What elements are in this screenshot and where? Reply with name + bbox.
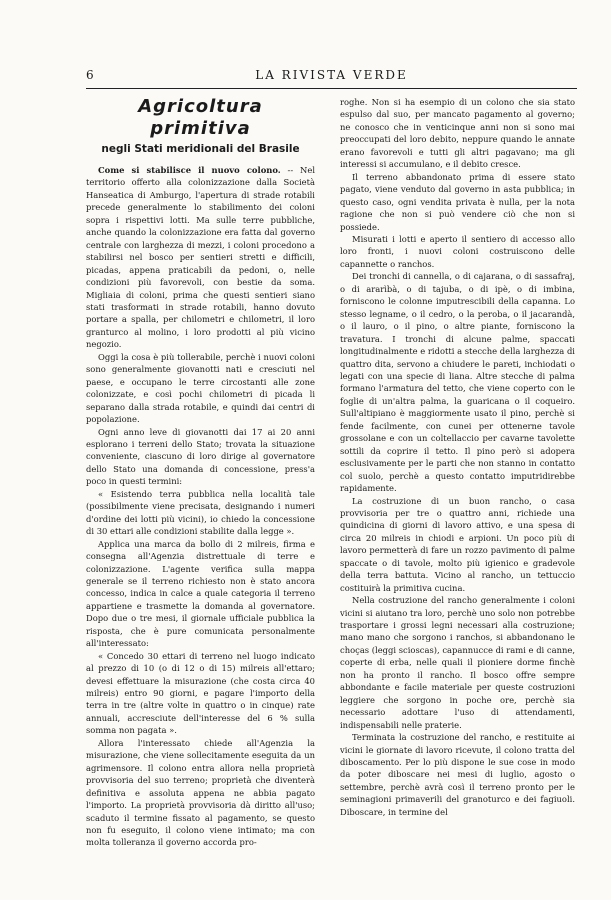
paragraph-text: Misurati i lotti e aperto il sentiero di accesso allo loro fronti, i nuovi coloni costruiscono delle capannette o ranchos. — [340, 233, 575, 269]
paragraph-text: Ogni anno leve di giovanotti dai 17 ai 20 anni esplorano i terreni dello Stato; trovata la situazione conveniente, ciascuno di loro dirige al governatore dello Stato una domanda di concessione, press'a poco in questi termini: — [86, 426, 315, 487]
left-column-body — [86, 164, 315, 849]
article-subtitle: negli Stati meridionali del Brasile — [101, 143, 300, 155]
paragraph — [86, 650, 315, 737]
paragraph-text: Nella costruzione del rancho generalmente i coloni vicini si aiutano tra loro, perchè uno solo non potrebbe trasportare i grossi legni necessari alla costruzione; mano mano che sorgono i ranchos, si abbandonano le choças (leggi scioscas), capannucce di rami e di canne, coperte di erba, nelle quali il pioniere dorme finchè non ha pronto il rancho. Il bosco offre sempre abbondante e facile materiale per queste costruzioni leggiere che sorgono in poche ore, perchè sia necessario adottare l'uso di attendamenti, indispensabili nelle praterie. — [340, 595, 575, 730]
page-number: 6 — [86, 68, 94, 82]
left-column — [86, 96, 315, 848]
running-title: LA RIVISTA VERDE — [255, 68, 408, 82]
paragraph-text: Applica una marca da bollo di 2 milreis, firma e consegna all'Agenzia distrettuale di terre e colonizzazione. L'agente verifica sulla mappa generale se il terreno richiesto non è stato ancora concesso, indica in calce a quale categoria il terreno appartiene e trasmette la domanda al governatore. Dopo due o tre mesi, il giornale ufficiale pubblica la risposta, che è pure comunicata personalmente all'interessato: — [86, 538, 315, 649]
right-column — [340, 96, 575, 878]
header-rule — [86, 88, 577, 89]
paragraph — [340, 233, 575, 270]
paragraph — [340, 171, 575, 233]
paragraph — [340, 594, 575, 731]
paragraph — [340, 731, 575, 818]
paragraph — [340, 495, 575, 595]
paragraph — [86, 538, 315, 650]
paragraph — [340, 270, 575, 494]
paragraph — [86, 488, 315, 538]
paragraph-text: Terminata la costruzione del rancho, e restituite ai vicini le giornate di lavoro ricevute, il colono tratta del diboscamento. Per lo più dispone le sue cose in modo da poter diboscare nei mesi di luglio, agosto o settembre, perchè avrà così il terreno pronto per le seminagioni primaverili del granoturco e dei fagiuoli. Diboscare, in termine del — [340, 732, 575, 817]
paragraph — [86, 164, 315, 351]
page-header — [86, 68, 577, 84]
paragraph-lead: Come si stabilisce il nuovo colono. — [98, 165, 281, 175]
paragraph-text: La costruzione di un buon rancho, o casa provvisoria per tre o quattro anni, richiede una quindicina di giorni di lavoro attivo, e una spesa di circa 20 milreis in chiodi e arpioni. Un poco più di lavoro permetterà di fare un rozzo pavimento di palme spaccate o di tavole, molto più igienico e gradevole della terra battuta. Vicino al rancho, un tettuccio costituirà la primitiva cucina. — [340, 495, 575, 593]
paragraph-text: « Esistendo terra pubblica nella località tale (possibilmente viene precisata, designando i numeri d'ordine dei lotti più vicini), io chiedo la concessione di 30 ettari alle condizioni stabilite dalla legge ». — [86, 488, 315, 537]
paragraph-text: Allora l'interessato chiede all'Agenzia la misurazione, che viene sollecitamente eseguita da un agrimensore. Il colono entra allora nella proprietà provvisoria del suo terreno; proprietà che diventerà definitiva e assoluta appena ne abbia pagato l'importo. La proprietà provvisoria dà diritto all'uso; scaduto il termine fissato al pagamento, se questo non fu eseguito, il colono viene intimato; ma con molta tolleranza il governo accorda pro- — [86, 737, 315, 848]
paragraph-text: Oggi la cosa è più tollerabile, perchè i nuovi coloni sono generalmente giovanotti nati e cresciuti nel paese, e occupano le terre circostanti alle zone colonizzate, e così pochi chilometri di picada li separano dalla strada rotabile, e quindi dai centri di popolazione. — [86, 351, 315, 425]
paragraph — [86, 351, 315, 426]
article-title: Agricoltura primitiva — [138, 96, 263, 139]
paragraph-text: -- Nel territorio offerto alla colonizzazione dalla Società Hanseatica di Amburgo, l'apertura di strade rotabili precede generalmente lo stabilimento dei coloni sopra i rispettivi lotti. Ma sulle terre pubbliche, anche quando la colonizzazione era fatta dal governo centrale con larghezza di mezzi, i coloni procedono a stabilirsi nel bosco per sentieri stretti e difficili, picadas, appena praticabili da pedoni, o, nelle condizioni più favorevoli, con bestie da soma. Migliaia di coloni, prima che questi sentieri siano stati trasformati in strade rotabili, hanno dovuto portare a spalla, per chilometri e chilometri, il loro granturco al molino, i loro prodotti al più vicino negozio. — [86, 165, 315, 350]
paragraph-text: Il terreno abbandonato prima di essere stato pagato, viene venduto dal governo in asta pubblica; in questo caso, ogni vendita privata è nulla, per la nota ragione che non si può vendere ciò che non si possiede. — [340, 171, 575, 232]
paragraph — [86, 737, 315, 849]
paragraph — [86, 426, 315, 488]
paragraph-text: roghe. Non si ha esempio di un colono che sia stato espulso dal suo, per mancato pagamento al governo; ne conosco che in venticinque anni non si sono mai preoccupati del loro debito, neppure quando le annate erano favorevoli e tutti gli altri pagavano; ma gli interessi si accumulano, e il debito cresce. — [340, 97, 575, 170]
paragraph-text: Dei tronchi di cannella, o di cajarana, o di sassafraj, o di ararìbà, o di tajuba, o di ipè, o di imbina, forniscono le colonne imputrescibili della capanna. Lo stesso legname, o il cedro, o la peroba, o il jacarandà, o il lauro, o il pino, o altre piante, forniscono la travatura. I tronchi di alcune palme, spaccati longitudinalmente e ridotti a stecche della larghezza di quattro dita, servono a chiudere le pareti, inchiodati o legati con una specie di liana. Altre stecche di palma formano l'armatura del tetto, che viene coperto con le foglie di un'altra palma, la guaricana o il coqueiro. Sull'altipiano è maggiormente usato il pino, perchè si fende facilmente, con cunei per ottenerne tavole grossolane e con un coltellaccio per cavarne tavolette sottili da coprire il tetto. Il pino però si adopera esclusivamente per le parti che non stanno in contatto col suolo, perchè a questo contatto imputridirebbe rapidamente. — [340, 271, 575, 494]
right-column-body — [340, 96, 575, 818]
paragraph — [340, 96, 575, 171]
paragraph-text: « Concedo 30 ettari di terreno nel luogo indicato al prezzo di 10 (o di 12 o di 15) milreis all'ettaro; devesi effettuare la misurazione (che costa circa 40 milreis) entro 90 giorni, e pagare l'importo della terra in tre (altre volte in quattro o in cinque) rate annuali, accresciute dell'interesse del 6 % sulla somma non pagata ». — [86, 650, 315, 736]
